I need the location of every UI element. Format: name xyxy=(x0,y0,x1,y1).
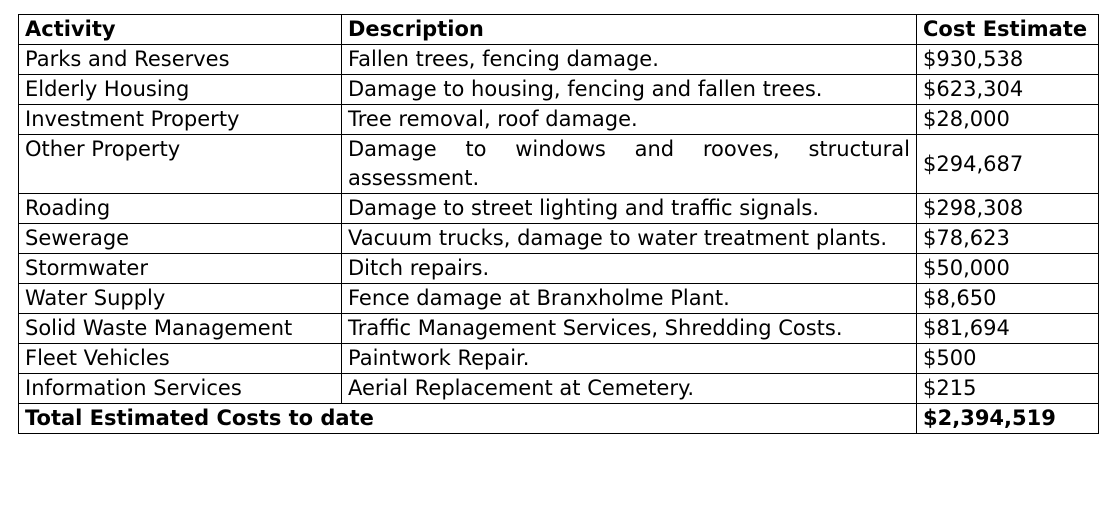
cost-cell: $623,304 xyxy=(917,75,1099,105)
total-cost: $2,394,519 xyxy=(917,404,1099,434)
table-row xyxy=(19,194,1099,224)
table-row xyxy=(19,135,1099,194)
table-row xyxy=(19,45,1099,75)
activity-cell: Investment Property xyxy=(19,105,342,135)
activity-cell: Elderly Housing xyxy=(19,75,342,105)
table-header-row xyxy=(19,15,1099,45)
cost-cell: $500 xyxy=(917,344,1099,374)
cost-cell: $298,308 xyxy=(917,194,1099,224)
cost-cell: $294,687 xyxy=(917,135,1099,194)
description-cell: Traffic Management Services, Shredding Costs. xyxy=(342,314,917,344)
activity-cell: Stormwater xyxy=(19,254,342,284)
activity-cell: Other Property xyxy=(19,135,342,194)
header-activity: Activity xyxy=(19,15,342,45)
cost-cell: $8,650 xyxy=(917,284,1099,314)
cost-cell: $930,538 xyxy=(917,45,1099,75)
table-row xyxy=(19,75,1099,105)
description-cell: Ditch repairs. xyxy=(342,254,917,284)
table-row xyxy=(19,254,1099,284)
cost-cell: $215 xyxy=(917,374,1099,404)
table-row xyxy=(19,344,1099,374)
description-cell: Fence damage at Branxholme Plant. xyxy=(342,284,917,314)
table-row xyxy=(19,314,1099,344)
cost-cell: $81,694 xyxy=(917,314,1099,344)
table-row xyxy=(19,374,1099,404)
table-row xyxy=(19,284,1099,314)
total-row xyxy=(19,404,1099,434)
activity-cell: Water Supply xyxy=(19,284,342,314)
cost-cell: $28,000 xyxy=(917,105,1099,135)
description-cell: Tree removal, roof damage. xyxy=(342,105,917,135)
activity-cell: Sewerage xyxy=(19,224,342,254)
cost-cell: $50,000 xyxy=(917,254,1099,284)
activity-cell: Fleet Vehicles xyxy=(19,344,342,374)
description-cell: Damage to windows and rooves, structural assessment. xyxy=(342,135,917,194)
table-row xyxy=(19,105,1099,135)
header-cost-estimate: Cost Estimate xyxy=(917,15,1099,45)
activity-cell: Parks and Reserves xyxy=(19,45,342,75)
description-cell: Damage to street lighting and traffic signals. xyxy=(342,194,917,224)
description-cell: Damage to housing, fencing and fallen trees. xyxy=(342,75,917,105)
header-description: Description xyxy=(342,15,917,45)
cost-cell: $78,623 xyxy=(917,224,1099,254)
activity-cell: Roading xyxy=(19,194,342,224)
cost-estimate-table xyxy=(18,14,1099,434)
description-cell: Fallen trees, fencing damage. xyxy=(342,45,917,75)
table-row xyxy=(19,224,1099,254)
activity-cell: Solid Waste Management xyxy=(19,314,342,344)
activity-cell: Information Services xyxy=(19,374,342,404)
description-cell: Aerial Replacement at Cemetery. xyxy=(342,374,917,404)
description-cell: Vacuum trucks, damage to water treatment plants. xyxy=(342,224,917,254)
total-label: Total Estimated Costs to date xyxy=(19,404,917,434)
description-cell: Paintwork Repair. xyxy=(342,344,917,374)
